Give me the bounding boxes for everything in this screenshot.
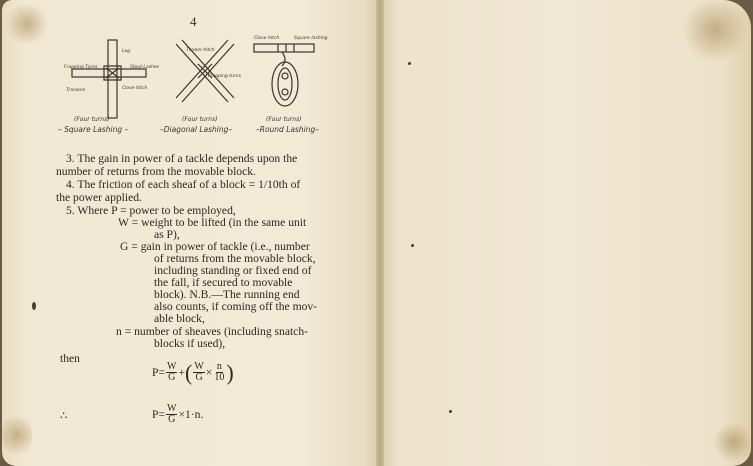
close-paren: ) (226, 359, 234, 385)
fraction: $\frac{W}{G}$ (167, 403, 177, 425)
text-line: blocks if used), (154, 337, 226, 350)
fig-note: Clove hitch (122, 86, 148, 91)
text-line: 3. The gain in power of a tackle depends upon the (66, 152, 298, 165)
round-lashing-drawing (254, 44, 314, 106)
fig-turns: (Four turns) (266, 116, 302, 123)
lashing-figures (58, 36, 338, 136)
stain (2, 410, 32, 460)
text-line: block). N.B.—The running end (154, 288, 300, 301)
fig-turns: (Four turns) (74, 116, 110, 123)
text-line: the power applied. (56, 191, 142, 204)
text-line: the fall, if secured to movable (154, 276, 293, 289)
ink-mark (408, 62, 411, 65)
fig-note: Log (122, 49, 131, 54)
fraction: $\frac{W}{G}$ (194, 361, 204, 383)
therefore-symbol: ∴ (60, 409, 68, 422)
text-line: number of returns from the movable block. (56, 165, 256, 178)
fig-note: Square lashing (294, 36, 328, 41)
right-page (380, 0, 751, 466)
stain (4, 4, 50, 44)
text-line: W = weight to be lifted (in the same unit (118, 216, 307, 229)
plus-sign: + (178, 366, 185, 379)
book-gutter (376, 0, 384, 466)
fraction: $\frac{W}{G}$ (167, 361, 177, 383)
fig-title: –Round Lashing– (256, 125, 319, 134)
fig-note: Stout Lashes (130, 65, 159, 70)
fig-turns: (Four turns) (182, 116, 218, 123)
fig-note: Clove hitch (254, 36, 280, 41)
fig-title: –Diagonal Lashing– (160, 125, 233, 134)
open-paren: ( (185, 359, 193, 385)
formula-lhs: P= (152, 366, 165, 379)
ink-mark (411, 244, 414, 247)
fig-note: Frapping Turns (64, 65, 98, 70)
text-line: also counts, if coming off the mov- (154, 300, 318, 313)
ink-mark (32, 302, 36, 310)
text-line: of returns from the movable block, (154, 252, 316, 265)
ink-mark (449, 410, 452, 413)
stain (680, 0, 750, 60)
text-line: n = number of sheaves (including snatch- (116, 325, 308, 338)
text-line: 4. The friction of each sheaf of a block = 1/10th of (66, 178, 301, 191)
text-line: 5. Where P = power to be employed, (66, 204, 236, 217)
fig-title: – Square Lashing – (58, 125, 129, 134)
text-line: able block, (154, 312, 205, 325)
text-line: including standing or fixed end of (154, 264, 312, 277)
fig-note: Timber hitch (186, 48, 215, 53)
times-sign: × (205, 366, 213, 379)
then-label: then (60, 352, 80, 365)
text-line: G = gain in power of tackle (i.e., number (120, 240, 310, 253)
fig-note: Transom (66, 88, 86, 93)
stain (715, 420, 751, 464)
formula-lhs: P= (152, 408, 165, 421)
formula-rest: ×1·n. (178, 408, 204, 421)
page-number: 4 (190, 14, 197, 29)
fig-note: Frapping turns (208, 74, 241, 79)
formula-gain (152, 359, 234, 385)
formula-simplified (152, 404, 203, 425)
fraction: $\frac{n}{10}$ (214, 361, 225, 383)
text-line: as P), (154, 228, 180, 241)
square-lashing-drawing (72, 40, 146, 118)
